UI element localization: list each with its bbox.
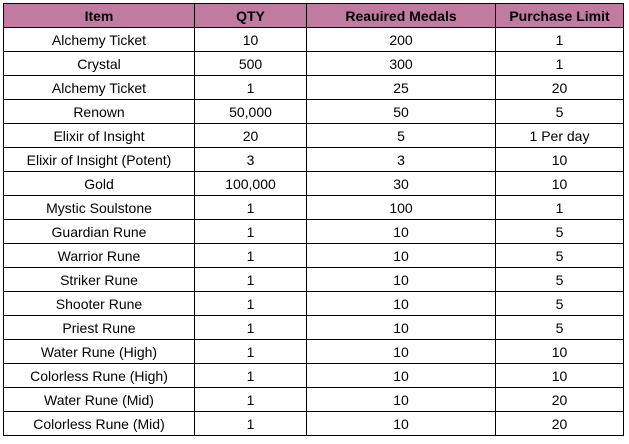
cell-item: Elixir of Insight: [4, 124, 195, 148]
cell-purchase-limit: 10: [496, 364, 624, 388]
cell-purchase-limit: 20: [496, 76, 624, 100]
cell-purchase-limit: 10: [496, 340, 624, 364]
cell-purchase-limit: 1: [496, 196, 624, 220]
cell-qty: 1: [195, 268, 307, 292]
cell-purchase-limit: 1 Per day: [496, 124, 624, 148]
header-row: [4, 4, 624, 28]
table-row: [4, 292, 624, 316]
cell-required-medals: 30: [307, 172, 496, 196]
header-required-medals: Reauired Medals: [307, 4, 496, 28]
cell-qty: 1: [195, 220, 307, 244]
table-row: [4, 388, 624, 412]
table-row: [4, 364, 624, 388]
cell-item: Striker Rune: [4, 268, 195, 292]
table-row: [4, 172, 624, 196]
cell-required-medals: 10: [307, 388, 496, 412]
cell-qty: 1: [195, 292, 307, 316]
medal-shop-table: [3, 3, 624, 436]
cell-item: Colorless Rune (Mid): [4, 412, 195, 436]
cell-item: Water Rune (High): [4, 340, 195, 364]
cell-item: Shooter Rune: [4, 292, 195, 316]
table-row: [4, 148, 624, 172]
cell-required-medals: 3: [307, 148, 496, 172]
cell-purchase-limit: 5: [496, 316, 624, 340]
cell-purchase-limit: 5: [496, 244, 624, 268]
cell-purchase-limit: 5: [496, 268, 624, 292]
cell-required-medals: 10: [307, 244, 496, 268]
cell-item: Colorless Rune (High): [4, 364, 195, 388]
table-row: [4, 52, 624, 76]
cell-required-medals: 10: [307, 316, 496, 340]
header-qty: QTY: [195, 4, 307, 28]
cell-qty: 100,000: [195, 172, 307, 196]
cell-item: Alchemy Ticket: [4, 76, 195, 100]
cell-required-medals: 10: [307, 220, 496, 244]
cell-purchase-limit: 5: [496, 100, 624, 124]
cell-qty: 20: [195, 124, 307, 148]
cell-item: Guardian Rune: [4, 220, 195, 244]
table-row: [4, 316, 624, 340]
table-row: [4, 124, 624, 148]
cell-item: Warrior Rune: [4, 244, 195, 268]
header-item: Item: [4, 4, 195, 28]
cell-required-medals: 10: [307, 268, 496, 292]
cell-item: Gold: [4, 172, 195, 196]
cell-purchase-limit: 5: [496, 220, 624, 244]
cell-qty: 50,000: [195, 100, 307, 124]
cell-purchase-limit: 1: [496, 52, 624, 76]
cell-qty: 1: [195, 244, 307, 268]
cell-item: Mystic Soulstone: [4, 196, 195, 220]
header-purchase-limit: Purchase Limit: [496, 4, 624, 28]
table-row: [4, 28, 624, 52]
cell-required-medals: 50: [307, 100, 496, 124]
cell-qty: 500: [195, 52, 307, 76]
cell-required-medals: 100: [307, 196, 496, 220]
cell-purchase-limit: 10: [496, 172, 624, 196]
cell-item: Renown: [4, 100, 195, 124]
cell-purchase-limit: 20: [496, 412, 624, 436]
cell-item: Alchemy Ticket: [4, 28, 195, 52]
cell-qty: 1: [195, 196, 307, 220]
table-row: [4, 244, 624, 268]
cell-qty: 1: [195, 76, 307, 100]
table-row: [4, 196, 624, 220]
cell-qty: 10: [195, 28, 307, 52]
table-row: [4, 268, 624, 292]
table-row: [4, 412, 624, 436]
cell-purchase-limit: 5: [496, 292, 624, 316]
cell-qty: 1: [195, 412, 307, 436]
cell-purchase-limit: 1: [496, 28, 624, 52]
cell-required-medals: 5: [307, 124, 496, 148]
table-row: [4, 100, 624, 124]
cell-item: Priest Rune: [4, 316, 195, 340]
cell-qty: 1: [195, 340, 307, 364]
cell-qty: 1: [195, 388, 307, 412]
cell-required-medals: 10: [307, 292, 496, 316]
cell-required-medals: 200: [307, 28, 496, 52]
cell-purchase-limit: 10: [496, 148, 624, 172]
cell-qty: 1: [195, 364, 307, 388]
cell-purchase-limit: 20: [496, 388, 624, 412]
cell-item: Water Rune (Mid): [4, 388, 195, 412]
cell-required-medals: 300: [307, 52, 496, 76]
cell-qty: 1: [195, 316, 307, 340]
cell-item: Elixir of Insight (Potent): [4, 148, 195, 172]
cell-required-medals: 10: [307, 364, 496, 388]
cell-item: Crystal: [4, 52, 195, 76]
cell-required-medals: 25: [307, 76, 496, 100]
table-row: [4, 220, 624, 244]
cell-required-medals: 10: [307, 340, 496, 364]
cell-qty: 3: [195, 148, 307, 172]
table-row: [4, 340, 624, 364]
table-row: [4, 76, 624, 100]
cell-required-medals: 10: [307, 412, 496, 436]
